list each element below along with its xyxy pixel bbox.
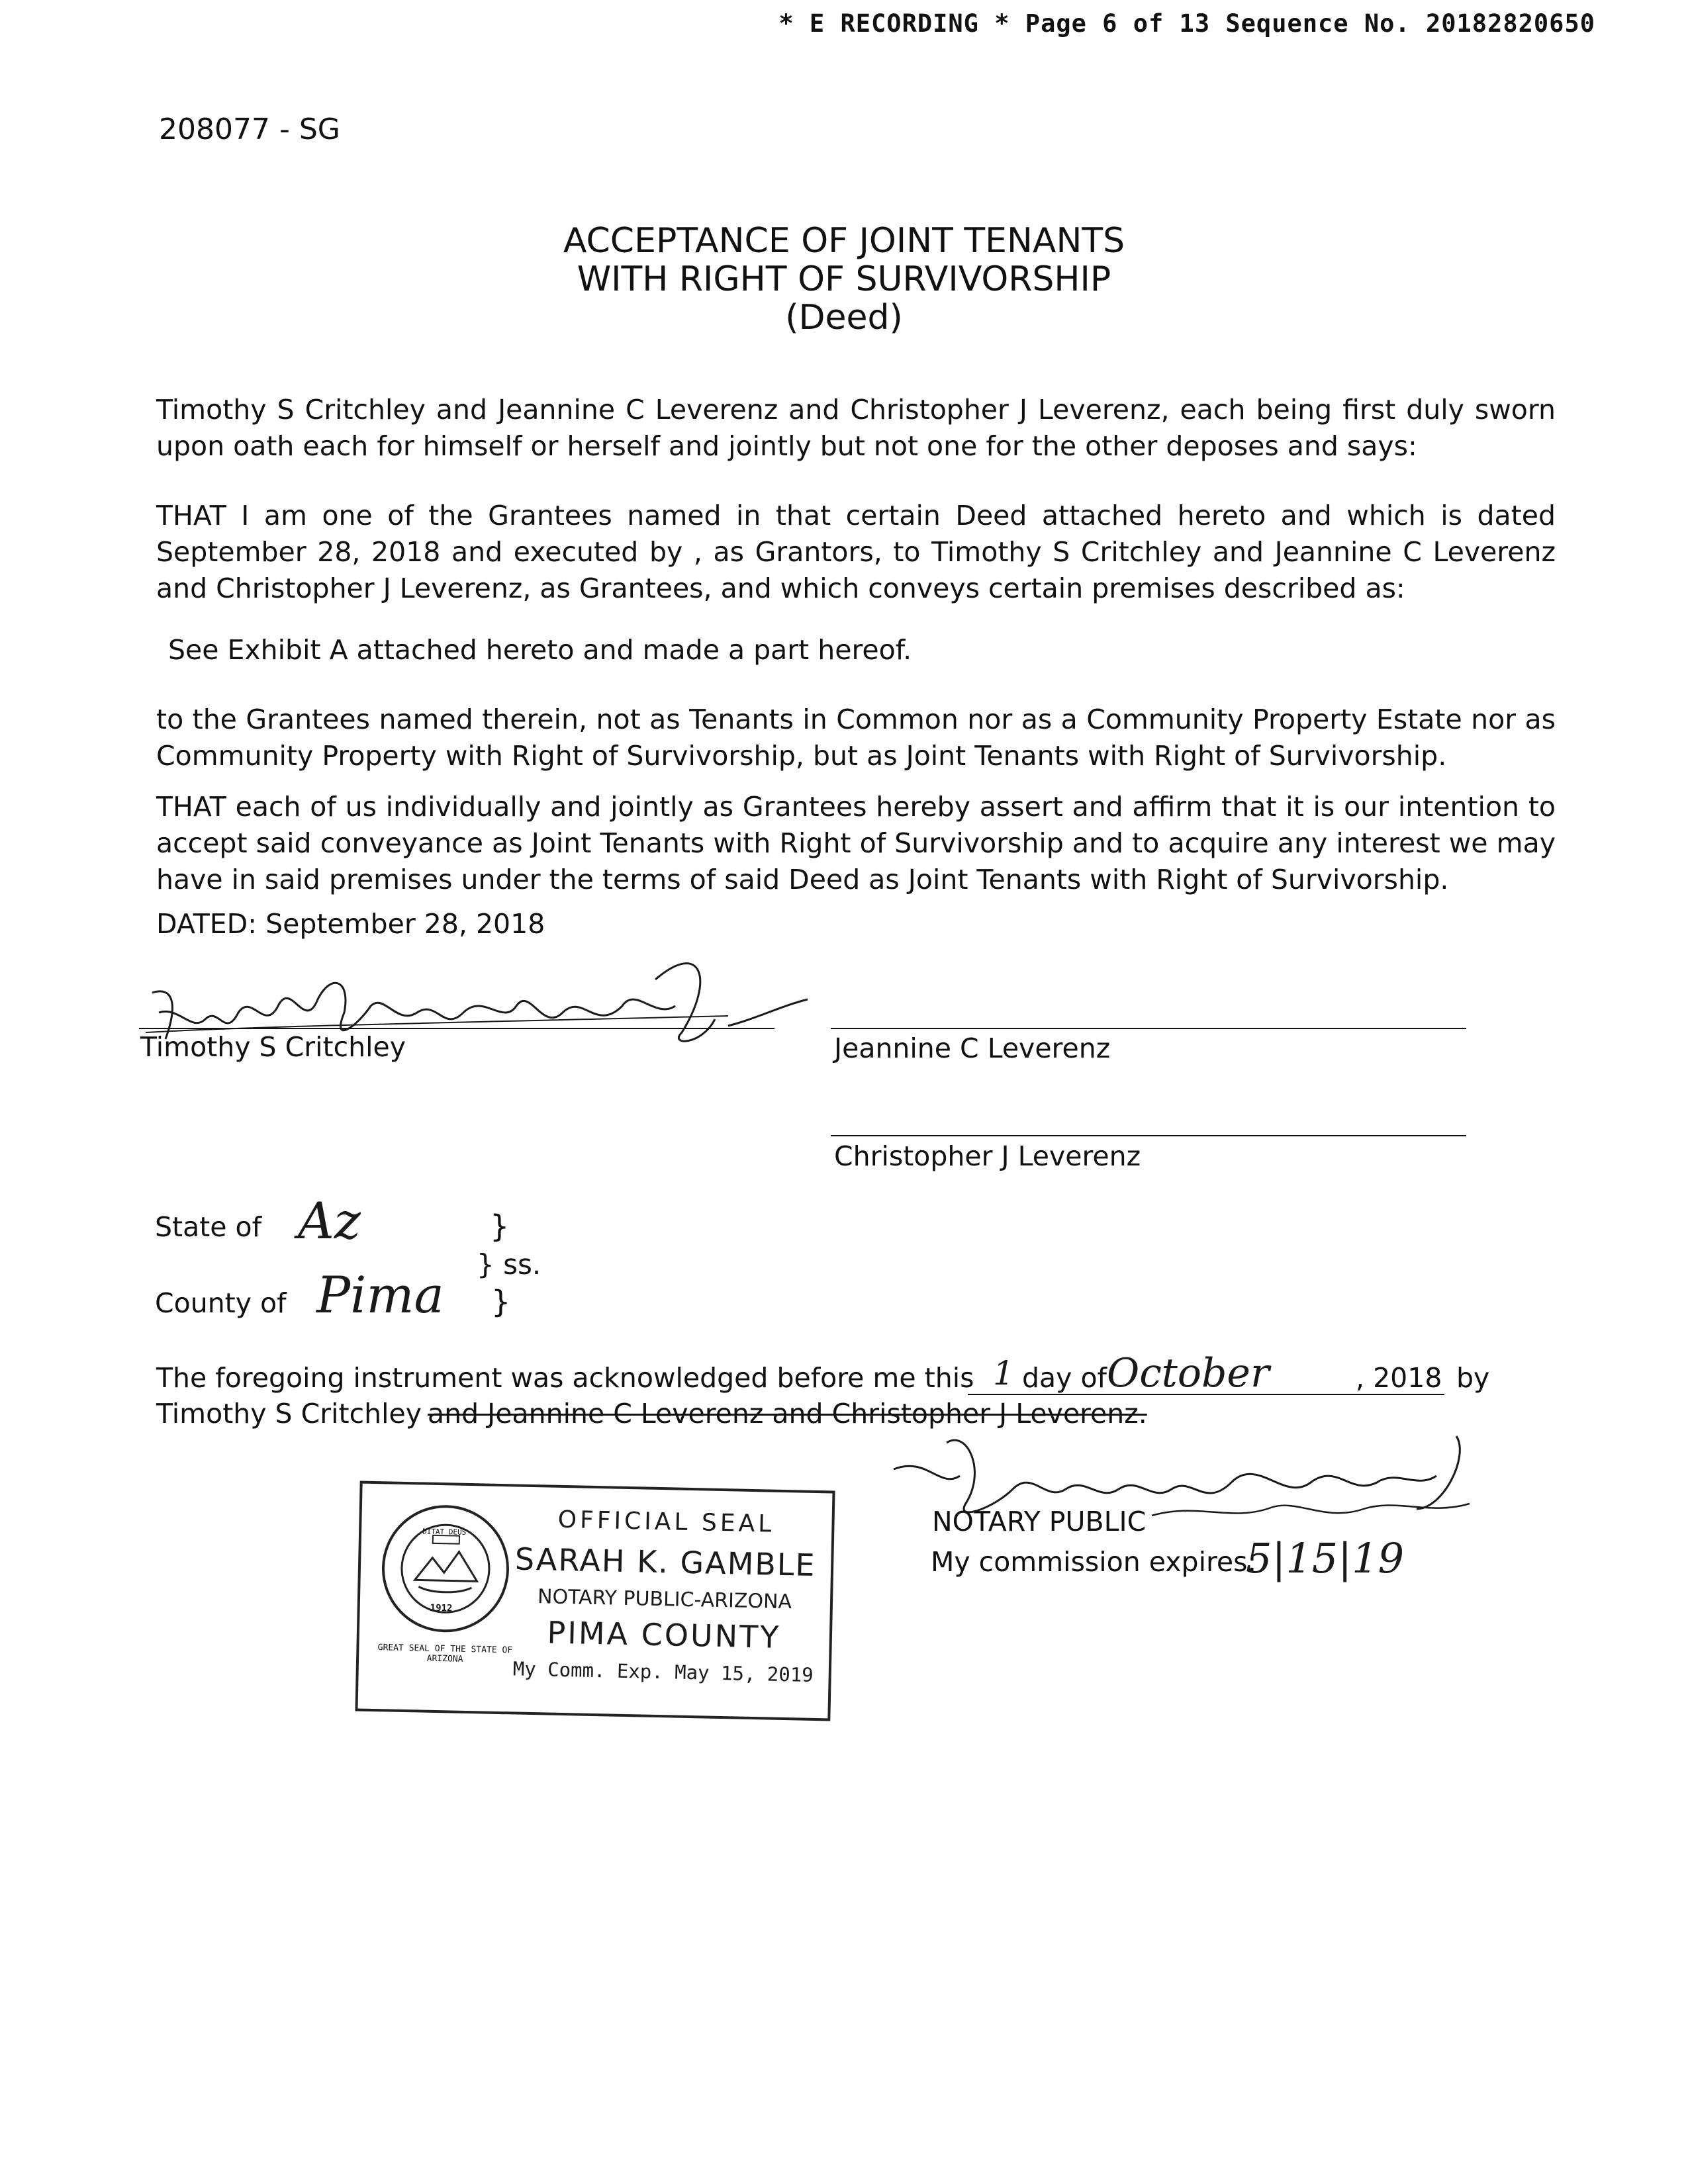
seal-line-3: NOTARY PUBLIC-ARIZONA: [537, 1585, 792, 1614]
commission-value: 5|15|19: [1246, 1534, 1405, 1582]
seal-line-2: SARAH K. GAMBLE: [514, 1541, 817, 1583]
seal-year: 1912: [430, 1602, 453, 1614]
state-value: Az: [298, 1191, 361, 1250]
notary-seal-stamp: [355, 1481, 835, 1721]
recording-header: * E RECORDING * Page 6 of 13 Sequence No. 20182820650: [778, 9, 1595, 38]
signatory-2-name: Jeannine C Leverenz: [834, 1032, 1111, 1064]
signatory-3-name: Christopher J Leverenz: [834, 1140, 1141, 1172]
acknowledgment-by: by: [1456, 1362, 1490, 1394]
paragraph-grantees: THAT I am one of the Grantees named in that certain Deed attached hereto and which is dated September 28, 2018 and executed by , as Grantors, to Timothy S Critchley and Jeannine C Leverenz and Christopher J Leverenz, as Grantees, and which conveys certain premises described as:: [156, 500, 1556, 604]
signatory-1-name: Timothy S Critchley: [140, 1031, 406, 1063]
paragraph-deponents: Timothy S Critchley and Jeannine C Leverenz and Christopher J Leverenz, each being first duly sworn upon oath each for himself or herself and jointly but not one for the other deposes and says:: [156, 394, 1556, 462]
state-seal-emblem: [378, 1501, 513, 1636]
acknowledgment-underline: [968, 1394, 1444, 1395]
state-label: State of: [155, 1211, 262, 1243]
seal-line-5: My Comm. Exp. May 15, 2019: [512, 1657, 814, 1686]
seal-motto: DITAT DEUS: [422, 1527, 467, 1537]
acknowledgment-struck-names: and Jeannine C Leverenz and Christopher J Leverenz.: [428, 1398, 1147, 1430]
paragraph-affirmation: THAT each of us individually and jointly as Grantees hereby assert and affirm that it is our intention to accept said conveyance as Joint Tenants with Right of Survivorship and to acquire any interest we may have in said premises under the terms of said Deed as Joint Tenants with Right of Survivorship.: [156, 791, 1556, 895]
acknowledgment-text: The foregoing instrument was acknowledged before me this: [156, 1362, 974, 1394]
commission-label: My commission expires:: [931, 1546, 1257, 1578]
signature-line-3: [831, 1135, 1466, 1136]
venue-brace-bottom: }: [491, 1284, 511, 1320]
seal-line-4: PIMA COUNTY: [547, 1614, 781, 1655]
signature-line-2: [831, 1028, 1466, 1029]
seal-ring-text: GREAT SEAL OF THE STATE OF ARIZONA: [377, 1643, 513, 1664]
acknowledgment-day: 1: [993, 1354, 1014, 1392]
title-line-1: ACCEPTANCE OF JOINT TENANTS: [563, 221, 1125, 261]
title-line-3: (Deed): [785, 298, 903, 338]
paragraph-tenancy: to the Grantees named therein, not as Tenants in Common nor as a Community Property Estate nor as Community Property with Right of Survivorship, but as Joint Tenants with Right of Survivorship.: [156, 704, 1556, 772]
county-label: County of: [155, 1287, 287, 1319]
seal-line-1: OFFICIAL SEAL: [557, 1506, 775, 1538]
paragraph-exhibit: See Exhibit A attached hereto and made a part hereof.: [168, 634, 912, 666]
acknowledgment-month: October: [1107, 1350, 1270, 1396]
venue-brace-top: }: [490, 1208, 510, 1244]
acknowledgment-day-of: day of: [1022, 1362, 1107, 1394]
venue-ss: } ss.: [477, 1248, 541, 1281]
dated-line: DATED: September 28, 2018: [156, 908, 545, 940]
signature-line-1: [139, 1028, 774, 1029]
file-number: 208077 - SG: [159, 113, 340, 146]
acknowledgment-year: , 2018: [1356, 1362, 1442, 1394]
notary-label: NOTARY PUBLIC: [932, 1506, 1147, 1537]
document-title: [0, 222, 1688, 337]
title-line-2: WITH RIGHT OF SURVIVORSHIP: [577, 259, 1111, 299]
county-value: Pima: [316, 1265, 444, 1324]
acknowledgment-name: Timothy S Critchley: [156, 1398, 422, 1430]
